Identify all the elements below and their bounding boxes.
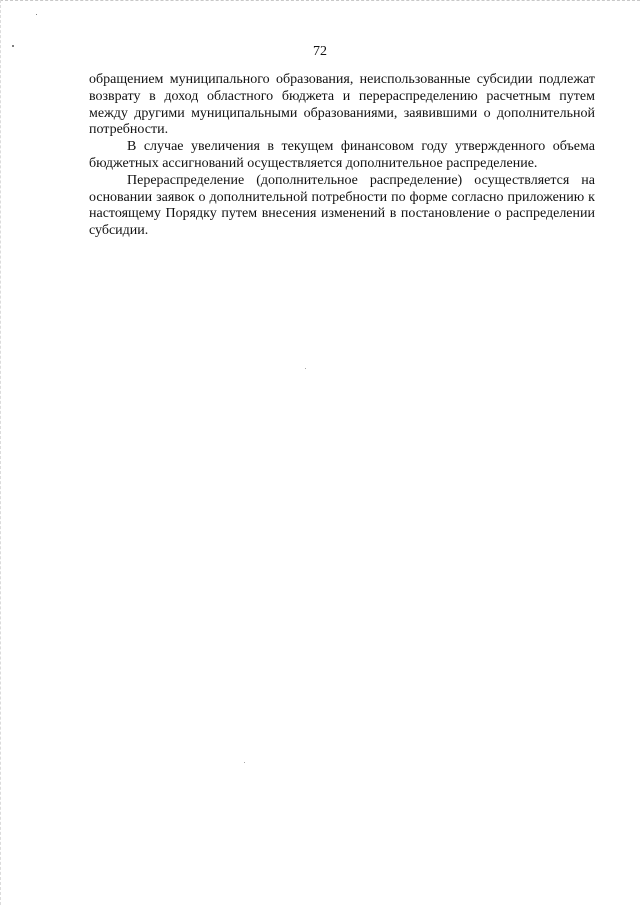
paragraph-continuation: обращением муниципального образования, неиспользованные субсидии подлежат возврату в доход областного бюджета и перераспределению расчетным путем между другими муниципальными образованиями, заявившими о дополнительной потребности. — [89, 72, 595, 138]
document-body — [89, 72, 595, 240]
page-number: 72 — [313, 44, 327, 59]
scan-speck — [36, 14, 37, 15]
scan-speck — [244, 762, 245, 763]
scan-left-edge — [0, 0, 3, 905]
scan-top-edge — [0, 0, 640, 4]
scan-speck — [305, 368, 306, 369]
paragraph-redistribution: Перераспределение (дополнительное распределение) осуществляется на основании заявок о дополнительной потребности по форме согласно приложению к настоящему Порядку путем внесения изменений в постановление о распределении субсидии. — [89, 172, 595, 239]
paragraph-budget-increase: В случае увеличения в текущем финансовом году утвержденного объема бюджетных ассигнований осуществляется дополнительное распределение. — [89, 139, 595, 171]
